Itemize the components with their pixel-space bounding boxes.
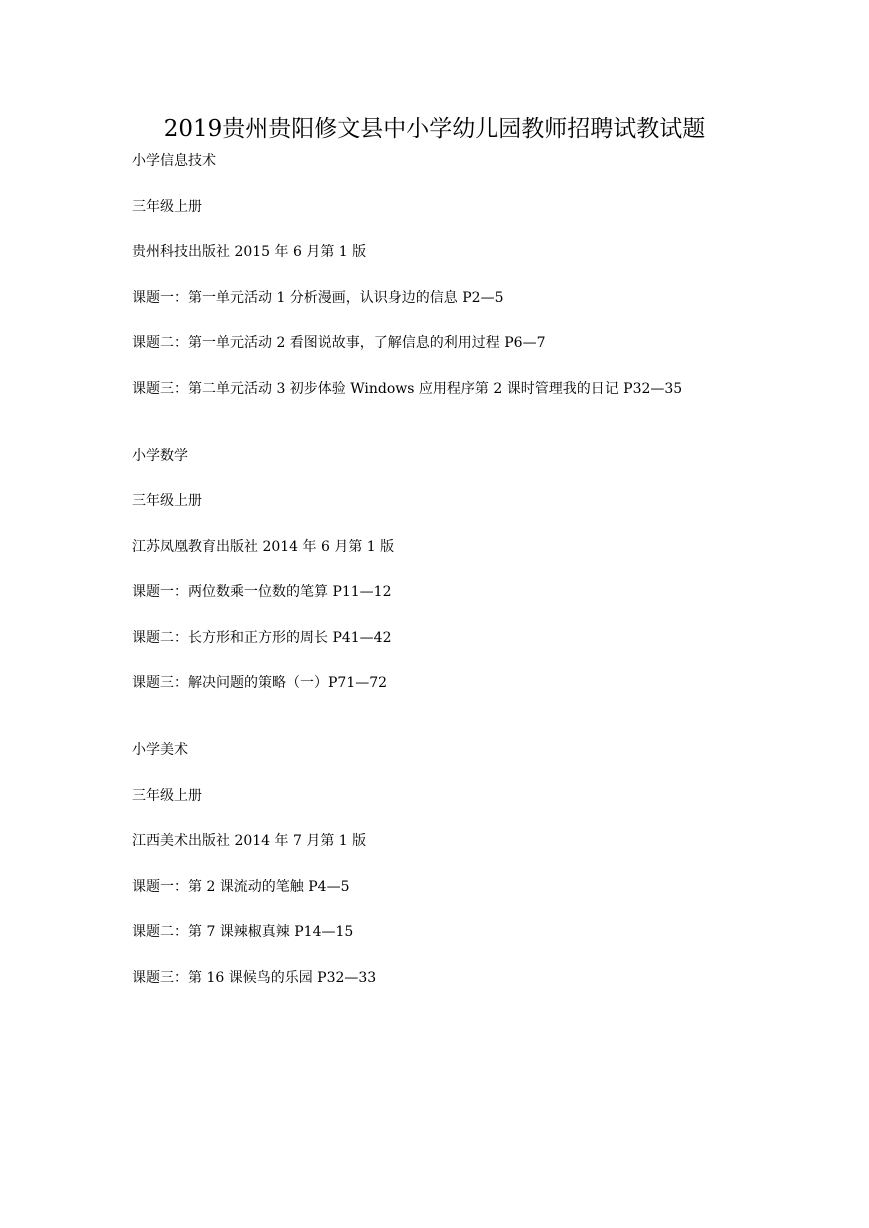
subject-heading: 小学美术 — [132, 742, 188, 758]
page-title: 2019贵州贵阳修文县中小学幼儿园教师招聘试教试题 — [163, 116, 706, 142]
grade-label: 三年级上册 — [132, 787, 202, 804]
topic-item: 课题二：第一单元活动 2 看图说故事，了解信息的利用过程 P6—7 — [132, 335, 546, 351]
topic-item: 课题三：第 16 课候鸟的乐园 P32—33 — [132, 969, 377, 986]
publisher-info: 贵州科技出版社 2015 年 6 月第 1 版 — [132, 244, 367, 260]
topic-item: 课题一：第 2 课流动的笔触 P4—5 — [132, 878, 350, 895]
topic-item: 课题二：第 7 课辣椒真辣 P14—15 — [132, 924, 354, 940]
topic-item: 课题三：第二单元活动 3 初步体验 Windows 应用程序第 2 课时管理我的日记 P32—35 — [132, 380, 683, 397]
topic-item: 课题二：长方形和正方形的周长 P41—42 — [132, 629, 392, 646]
topic-item: 课题三：解决问题的策略（一）P71—72 — [132, 675, 388, 691]
document-body — [132, 150, 832, 1012]
publisher-info: 江苏凤凰教育出版社 2014 年 6 月第 1 版 — [132, 538, 395, 555]
topic-item: 课题一：第一单元活动 1 分析漫画，认识身边的信息 P2—5 — [132, 289, 504, 306]
subject-heading: 小学数学 — [132, 447, 188, 464]
grade-label: 三年级上册 — [132, 198, 202, 215]
section-math — [132, 445, 832, 695]
grade-label: 三年级上册 — [132, 493, 202, 509]
topic-item: 课题一：两位数乘一位数的笔算 P11—12 — [132, 584, 392, 600]
section-information-technology — [132, 150, 832, 400]
publisher-info: 江西美术出版社 2014 年 7 月第 1 版 — [132, 833, 367, 849]
subject-heading: 小学信息技术 — [132, 153, 216, 169]
section-art — [132, 739, 832, 989]
